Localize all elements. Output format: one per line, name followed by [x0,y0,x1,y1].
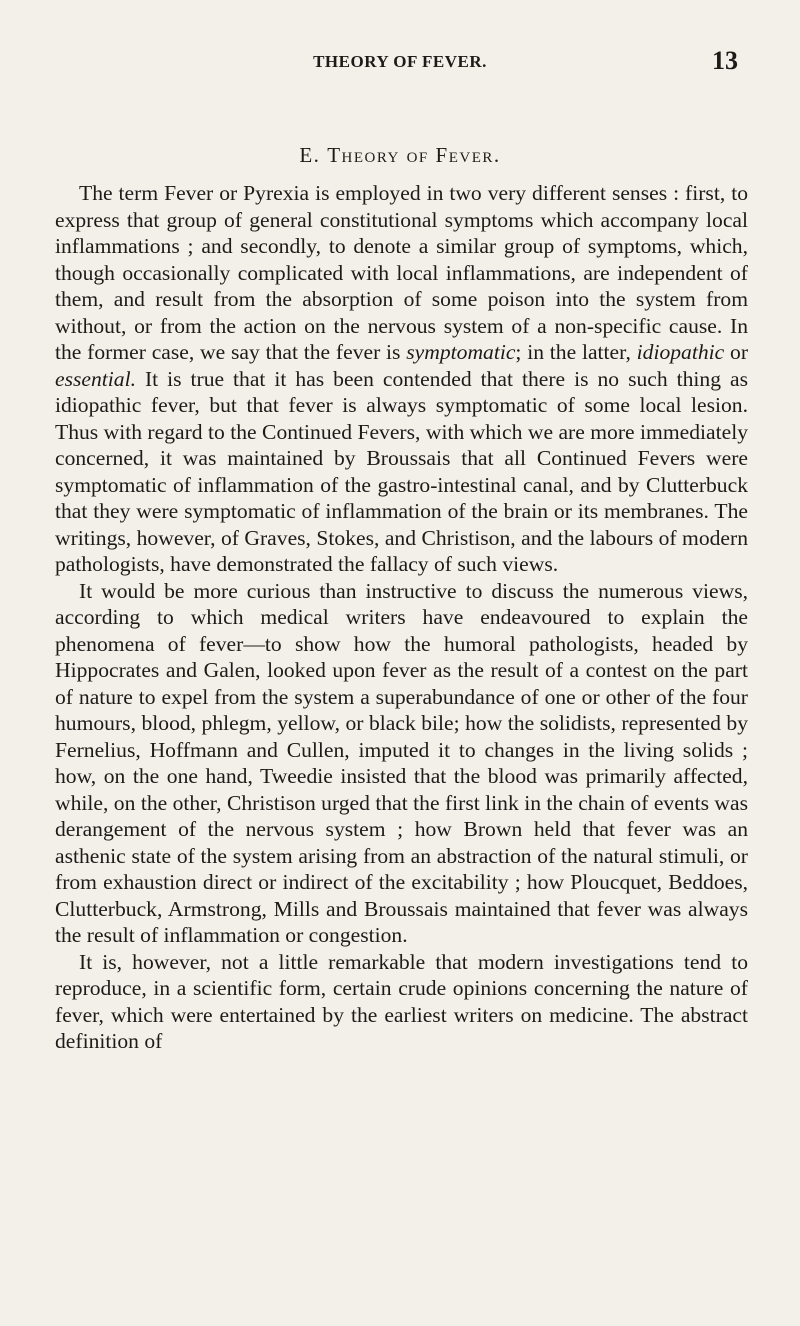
paragraph-2: It would be more curious than instructive to discuss the numerous views, according to which medical writers have endeavoured to explain the phenomena of fever—to show how the humoral pathologists, headed by Hippocrates and Galen, looked upon fever as the result of a contest on the part of nature to expel from the system a superabundance of one or other of the four humours, blood, phlegm, yellow, or black bile; how the solidists, represented by Fernelius, Hoffmann and Cullen, imputed it to changes in the living solids ; how, on the one hand, Tweedie insisted that the blood was primarily affected, while, on the other, Christison urged that the first link in the chain of events was derangement of the nervous system ; how Brown held that fever was an asthenic state of the system arising from an abstraction of the natural stimuli, or from exhaustion direct or indirect of the excitability ; how Ploucquet, Beddoes, Clutterbuck, Armstrong, Mills and Broussais maintained that fever was always the result of inflammation or congestion. [55,578,748,947]
paragraph-text: ; in the latter, [515,340,637,364]
section-letter: E. [299,143,321,167]
paragraph-text: It is true that it has been contended that there is no such thing as idiopathic fever, but that fever is always symptomatic of some local lesion. Thus with regard to the Continued Fevers, with which we are more immediately concerned, it was maintained by Broussais that all Continued Fevers were symptomatic of inflammation of the gastro-intestinal canal, and by Clutterbuck that they were symptomatic of inflammation of the brain or its membranes. The writings, however, of Graves, Stokes, and Christison, and the labours of modern pathologists, have demonstrated the fallacy of such views. [55,366,748,576]
page-number: 13 [712,46,738,75]
paragraph-3: It is, however, not a little remarkable that modern investigations tend to reproduce, in a scientific form, certain crude opinions concerning the nature of fever, which were entertained by the earliest writers on medicine. The abstract definition of [55,949,748,1053]
section-heading [0,143,800,168]
paragraph-text: The term Fever or Pyrexia is employed in two very different senses : first, to express that group of general constitutional symptoms which accompany local inflammations ; and secondly, to denote a similar group of symptoms, which, though occasionally complicated with local inflammations, are independent of them, and result from the absorption of some poison into the system from without, or from the action on the nervous system of a non-specific cause. In the former case, we say that the fever is [55,181,748,364]
body-text [55,180,748,1055]
paragraph-1 [55,180,748,578]
paragraph-text: or [724,340,749,364]
section-title: Theory of Fever. [327,143,501,167]
italic-term: essential. [55,366,136,391]
running-head: THEORY OF FEVER. [313,52,487,71]
italic-term: symptomatic [406,340,516,364]
italic-term: idiopathic [636,340,725,364]
